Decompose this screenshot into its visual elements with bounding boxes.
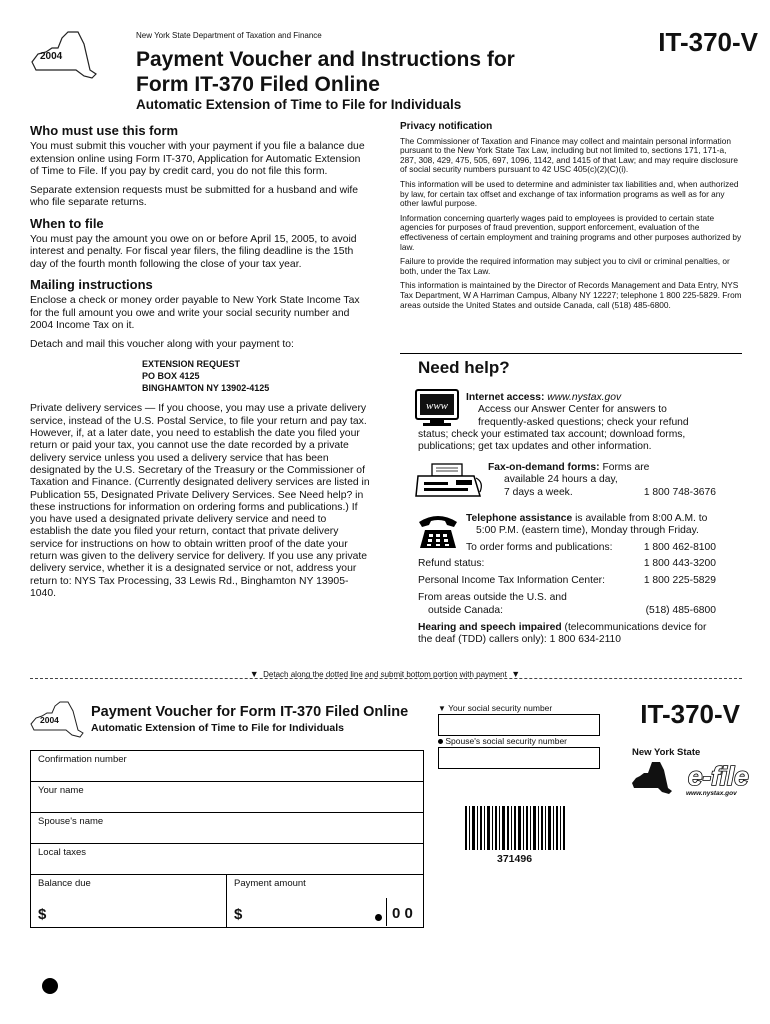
local-taxes-label: Local taxes	[38, 847, 87, 858]
instructions-column	[30, 125, 370, 607]
voucher-form-id: IT-370-V	[640, 699, 740, 729]
balance-due-dollar-sign: $	[38, 906, 47, 923]
down-arrow-icon: ▼	[511, 669, 521, 679]
efile-state: New York State	[632, 747, 701, 758]
local-taxes-field[interactable]	[30, 843, 424, 875]
efile-url: www.nystax.gov	[686, 790, 737, 797]
bullet-icon	[438, 739, 443, 744]
who-paragraph-1: You must submit this voucher with your payment if you file a balance due extension online using Form IT-370, Application for Automatic Extension of Time to File. If you pay by credit card, you do not file this form.	[30, 141, 365, 177]
page-subtitle: Automatic Extension of Time to File for Individuals	[136, 97, 462, 112]
hearing-label: Hearing and speech impaired	[418, 622, 562, 634]
privacy-paragraph-4: Failure to provide the required information may subject you to civil or criminal penalties, or both, under the Tax Law.	[400, 256, 730, 276]
cents-divider	[386, 898, 388, 926]
privacy-paragraph-2: This information will be used to determine and administer tax liabilities and, when authorized by law, for certain tax offset and exchange of tax information programs as well as for any other lawful purpose.	[400, 178, 739, 209]
mailing-heading: Mailing instructions	[30, 276, 153, 292]
registration-mark-icon	[42, 978, 58, 994]
cents-value: 0 0	[392, 905, 413, 922]
spouse-ssn-label-text: Spouse's social security number	[445, 736, 567, 746]
hearing-line-1: (telecommunications device for	[564, 622, 707, 634]
mailing-paragraph-1: Enclose a check or money order payable to New York State Income Tax for the full amount you owe and write your social security number and 2004 Income Tax on it.	[30, 295, 360, 331]
spouse-ssn-label	[438, 736, 567, 746]
voucher-subtitle: Automatic Extension of Time to File for Individuals	[91, 722, 344, 734]
form-year: 2004	[40, 51, 63, 62]
private-delivery-paragraph: Private delivery services — If you choose, you may use a private delivery service, instead of the U.S. Postal Service, to file your return and pay tax. However, if, at a later date, you need to establish the date you filed your return or paid your tax, you cannot use the date recorded by a private delivery service unless you used a delivery service that has been designated by the U.S. Secretary of the Treasury or the Commissioner of Taxation and Finance. (Currently designated delivery services are listed in Publication 55, Designated Private Delivery Services. See Need help? in these instructions for information on ordering forms and publications.) If you have used a designated private delivery service and need to establish the date you filed your return, contact that private delivery service for instructions on how to obtain written proof of the date your return was given to the delivery service for delivery. If you use any private delivery service, whether it is a designated service or not, address your return to: NYS Tax Processing, 33 Lewis Rd., Binghamton NY 13905-1040.	[30, 403, 370, 599]
fax-line-2: available 24 hours a day,	[504, 474, 618, 486]
telephone-block	[418, 513, 716, 647]
mailing-paragraph-2: Detach and mail this voucher along with your payment to:	[30, 339, 294, 351]
fax-line-1: Forms are	[602, 462, 650, 473]
help-divider	[400, 353, 742, 354]
payment-amount-dollar-sign: $	[234, 906, 243, 923]
fax-line-3: 7 days a week.	[504, 486, 573, 498]
internet-line-3: status; check your estimated tax account; download forms,	[418, 428, 686, 440]
when-heading: When to file	[30, 215, 104, 231]
ny-state-map-icon	[28, 30, 98, 82]
phone-row-number: 1 800 443-3200	[643, 557, 716, 569]
spouse-ssn-field[interactable]	[438, 747, 600, 769]
decimal-point-icon	[375, 914, 382, 921]
outside-number: (518) 485-6800	[645, 604, 716, 616]
address-line-3: BINGHAMTON NY 13902-4125	[142, 383, 270, 394]
internet-line-2: frequently-asked questions; check your refund	[478, 416, 689, 428]
internet-line-1: Access our Answer Center for answers to	[478, 404, 667, 416]
down-arrow-icon: ▼	[438, 704, 446, 713]
agency-name: New York State Department of Taxation and Finance	[136, 31, 322, 40]
phone-row-label: To order forms and publications:	[466, 541, 613, 553]
fax-machine-icon	[414, 462, 486, 500]
telephone-label: Telephone assistance	[466, 513, 573, 524]
phone-row-label: Refund status:	[418, 557, 485, 569]
payment-amount-label: Payment amount	[234, 878, 306, 889]
internet-access-label: Internet access:	[466, 392, 545, 403]
mailing-address	[142, 358, 370, 394]
ssn-label	[438, 703, 552, 713]
address-line-1: EXTENSION REQUEST	[142, 359, 241, 370]
www-label: www	[425, 400, 449, 412]
balance-due-label: Balance due	[38, 878, 91, 889]
voucher-year: 2004	[40, 715, 59, 725]
privacy-paragraph-5: This information is maintained by the Director of Records Management and Data Entry, NYS Tax Department, W A Harriman Campus, Albany NY 12227; telephone 1 800 225-5829. From areas outside the United States and outside Canada, call (518) 485-6800.	[400, 280, 742, 310]
fax-block	[488, 462, 716, 499]
down-arrow-icon: ▼	[249, 669, 259, 679]
fax-label: Fax-on-demand forms:	[488, 462, 600, 473]
privacy-paragraph-1: The Commissioner of Taxation and Finance may collect and maintain personal information pursuant to the New York State Tax Law, including but not limited to, sections 171, 171-a, 287, 308, 429, 475, 505, 697, 1096, 1142, and 1415 of that Law; and may require disclosure of social security numbers pursuant to 42 USC 405(c)(2)(C)(i).	[400, 135, 738, 175]
who-paragraph-2: Separate extension requests must be submitted for a husband and wife who file separate returns.	[30, 185, 359, 209]
internet-access-block	[418, 392, 743, 453]
privacy-paragraph-3: Information concerning quarterly wages paid to employees is provided to certain state agencies for purposes of fraud prevention, support enforcement, evaluation of the effectiveness of certain employment and training programs and other purposes authorized by law.	[400, 212, 742, 252]
telephone-line-1: is available from 8:00 A.M. to	[575, 513, 708, 524]
hearing-line-2: the deaf (TDD) callers only): 1 800 634-2110	[418, 634, 621, 646]
phone-row-number: 1 800 225-5829	[643, 575, 716, 587]
who-heading: Who must use this form	[30, 123, 179, 138]
detach-dotted-line	[30, 678, 742, 679]
outside-line-1: From areas outside the U.S. and	[418, 592, 567, 604]
outside-line-2: outside Canada:	[428, 604, 503, 616]
fax-number: 1 800 748-3676	[643, 486, 716, 498]
form-id: IT-370-V	[658, 27, 758, 57]
privacy-heading: Privacy notification	[400, 121, 493, 132]
telephone-line-2: 5:00 P.M. (eastern time), Monday through Friday.	[476, 525, 699, 537]
ssn-label-text: Your social security number	[448, 703, 553, 713]
your-name-label: Your name	[38, 785, 84, 796]
voucher-title: Payment Voucher for Form IT-370 Filed Online	[91, 704, 409, 720]
spouse-name-label: Spouse's name	[38, 816, 104, 827]
barcode-number: 371496	[497, 853, 533, 865]
barcode-icon	[465, 806, 565, 850]
help-heading: Need help?	[418, 358, 510, 377]
phone-row-label: Personal Income Tax Information Center:	[418, 575, 605, 587]
internet-url[interactable]: www.nystax.gov	[547, 392, 622, 403]
confirmation-number-label: Confirmation number	[38, 754, 127, 765]
when-paragraph: You must pay the amount you owe on or before April 15, 2005, to avoid interest and penalty. For fiscal year filers, the filing deadline is the 15th day of the fourth month following the close of your tax year.	[30, 234, 357, 270]
phone-row-number: 1 800 462-8100	[643, 541, 716, 553]
efile-text: e-file	[688, 761, 749, 791]
address-line-2: PO BOX 4125	[142, 371, 200, 382]
privacy-column	[400, 122, 742, 315]
your-name-field[interactable]	[30, 781, 424, 813]
internet-line-4: publications; get tax updates and other information.	[418, 441, 652, 453]
page-title: Payment Voucher and Instructions for Form IT-370 Filed Online	[136, 48, 515, 96]
ssn-field[interactable]	[438, 714, 600, 736]
detach-label: Detach along the dotted line and submit bottom portion with payment	[263, 670, 507, 679]
